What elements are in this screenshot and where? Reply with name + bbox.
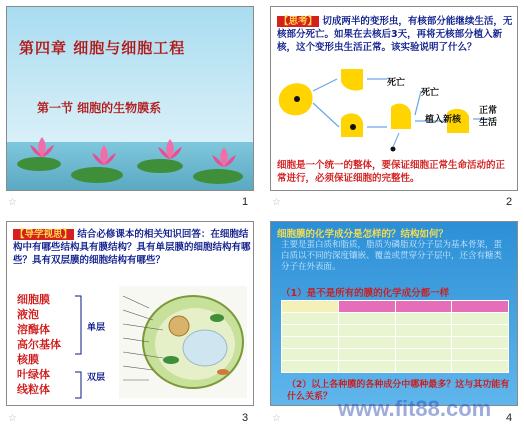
star-icon: ☆ [8,413,17,424]
list-item: 叶绿体 [17,368,50,381]
label-dead: 死亡 [421,88,440,98]
slide-number: 2 [506,196,513,208]
slide-number: 4 [506,412,513,424]
table-row [282,337,509,349]
list-item: 高尔基体 [17,338,61,351]
watermark: www.fit88.com [338,396,492,421]
slide-4-point-2: （2）以上各种膜的各种成分中哪种最多？这与其功能有什么关系？ [287,380,510,402]
table-row [282,301,509,313]
lily-pad [71,167,123,183]
label-implant-nucleus: 植入新核 [425,115,462,125]
question-text: 结合必修课本的相关知识回答：在细胞结构中有哪些结构具有膜结构？具有单层膜的细胞结构有哪些？具有双层膜的细胞结构有哪些？ [13,229,251,266]
slide-2-question [277,15,513,54]
slide-3[interactable] [6,221,254,406]
star-icon: ☆ [272,197,281,208]
slide-4-heading: 细胞膜的化学成分是怎样的？结构如何？ [277,229,449,240]
slide-4-point-1: （1）是不是所有的膜的化学成分都一样 [281,288,450,299]
list-item: 细胞膜 [17,293,50,306]
list-item: 线粒体 [17,383,50,396]
slide-number: 1 [242,196,249,208]
table-row [282,313,509,325]
table-row [282,361,509,373]
membrane-composition-table [281,300,509,373]
bracket-icon [73,294,85,406]
lotus-flower-icon [27,135,57,161]
label-dead: 死亡 [387,78,406,88]
lotus-flower-icon [209,145,239,171]
membrane-structure-list [17,292,61,397]
star-icon: ☆ [272,413,281,424]
slide-1-subtitle: 第一节 细胞的生物膜系 [37,101,162,115]
table-row [282,325,509,337]
slide-2-conclusion: 细胞是一个统一的整体，要保证细胞正常生命活动的正常进行，必须保证细胞的完整性。 [277,160,506,184]
lotus-flower-icon [155,137,185,163]
label-living: 生活 [479,118,498,128]
star-icon: ☆ [8,197,17,208]
list-item: 核膜 [17,353,39,366]
slide-number: 3 [242,412,249,424]
list-item: 溶酶体 [17,323,50,336]
slide-4[interactable] [270,221,518,406]
slide-1[interactable] [6,6,254,191]
single-layer-label: 单层 [87,323,106,333]
question-tag: 【思考】 [279,16,318,27]
question-tag: 【导学视思】 [15,229,73,240]
label-normal: 正常 [479,106,498,116]
table-row [282,349,509,361]
lotus-flower-icon [89,143,119,169]
slide-2[interactable] [270,6,518,191]
slide-1-title: 第四章 细胞与细胞工程 [19,39,186,57]
list-item: 液泡 [17,308,39,321]
slide-3-question [13,228,251,267]
plant-cell-illustration [119,286,247,398]
slide-4-description: 主要是蛋白质和脂质，脂质为磷脂双分子层为基本骨架，蛋白质以不同的深度镶嵌、覆盖或贯穿分子层中，还含有糖类分子在外表面。 [281,240,503,272]
question-text: 切成两半的变形虫，有核部分能继续生活，无核部分死亡。如果在去核后3天，再将无核部分植入新核，这个变形虫生活正常。该实验说明了什么？ [277,16,513,53]
double-layer-label: 双层 [87,373,106,383]
lily-pad [193,169,243,184]
